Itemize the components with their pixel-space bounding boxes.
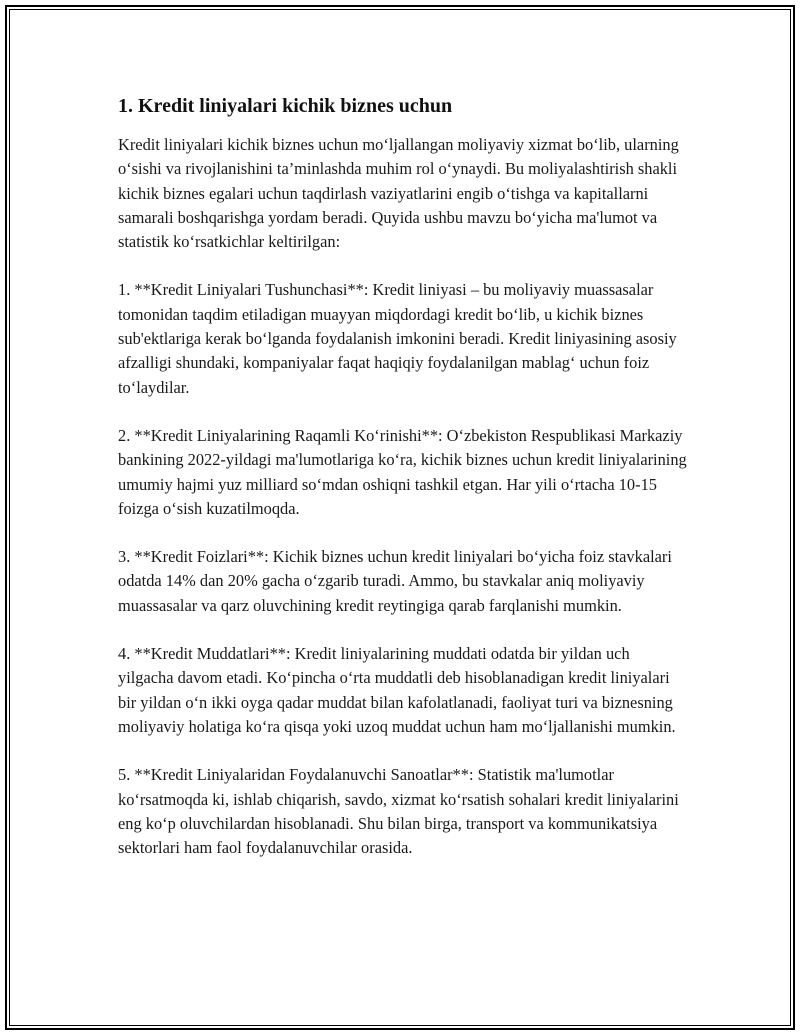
intro-paragraph: Kredit liniyalari kichik biznes uchun mo‘ljallangan moliyaviy xizmat bo‘lib, ularning o‘sishi va rivojlanishini ta’minlashda muhim rol o‘ynaydi. Bu moliyalashtirish shakli kichik biznes egalari uchun taqdirlash vaziyatlarini engib o‘tishga va kapitallarni samarali boshqarishga yordam beradi. Quyida ushbu mavzu bo‘yicha ma'lumot va statistik ko‘rsatkichlar keltirilgan: (118, 135, 679, 252)
document-title: 1. Kredit liniyalari kichik biznes uchun (118, 95, 453, 117)
paragraph-credit-interest: 3. **Kredit Foizlari**: Kichik biznes uchun kredit liniyalari bo‘yicha foiz stavkalari odatda 14% dan 20% gacha o‘zgarib turadi. Ammo, bu stavkalar aniq moliyaviy muassasalar va qarz oluvchining kredit reytingiga qarab farqlanishi mumkin. (118, 547, 672, 615)
paragraph-credit-line-concept: 1. **Kredit Liniyalari Tushunchasi**: Kredit liniyasi – bu moliyaviy muassasalar tomonidan taqdim etiladigan muayyan miqdordagi kredit bo‘lib, u kichik biznes sub'ektlariga kerak bo‘lganda foydalanish imkonini beradi. Kredit liniyasining asosiy afzalligi shundaki, kompaniyalar faqat haqiqiy foydalanilgan mablag‘ uchun foiz to‘laydilar. (118, 280, 677, 397)
document-body (118, 93, 688, 884)
paragraph-credit-line-figures: 2. **Kredit Liniyalarining Raqamli Ko‘rinishi**: O‘zbekiston Respublikasi Markaziy bankining 2022-yildagi ma'lumotlariga ko‘ra, kichik biznes uchun kredit liniyalarining umumiy hajmi yuz milliard so‘mdan oshiqni tashkil etgan. Har yili o‘rtacha 10-15 foizga o‘sish kuzatilmoqda. (118, 425, 687, 518)
paragraph-credit-terms: 4. **Kredit Muddatlari**: Kredit liniyalarining muddati odatda bir yildan uch yilgacha davom etadi. Ko‘pincha o‘rta muddatli deb hisoblanadigan kredit liniyalari bir yildan o‘n ikki oyga qadar muddat bilan kafolatlanadi, faoliyat turi va biznesning moliyaviy holatiga ko‘ra qisqa yoki uzoq muddat uchun ham mo‘ljallanishi mumkin. (118, 644, 676, 736)
paragraph-credit-industries: 5. **Kredit Liniyalaridan Foydalanuvchi Sanoatlar**: Statistik ma'lumotlar ko‘rsatmoqda ki, ishlab chiqarish, savdo, xizmat ko‘rsatish sohalari kredit liniyalarini eng ko‘p oluvchilardan hisoblanadi. Shu bilan birga, transport va kommunikatsiya sektorlari ham faol foydalanuvchilar orasida. (118, 765, 679, 858)
